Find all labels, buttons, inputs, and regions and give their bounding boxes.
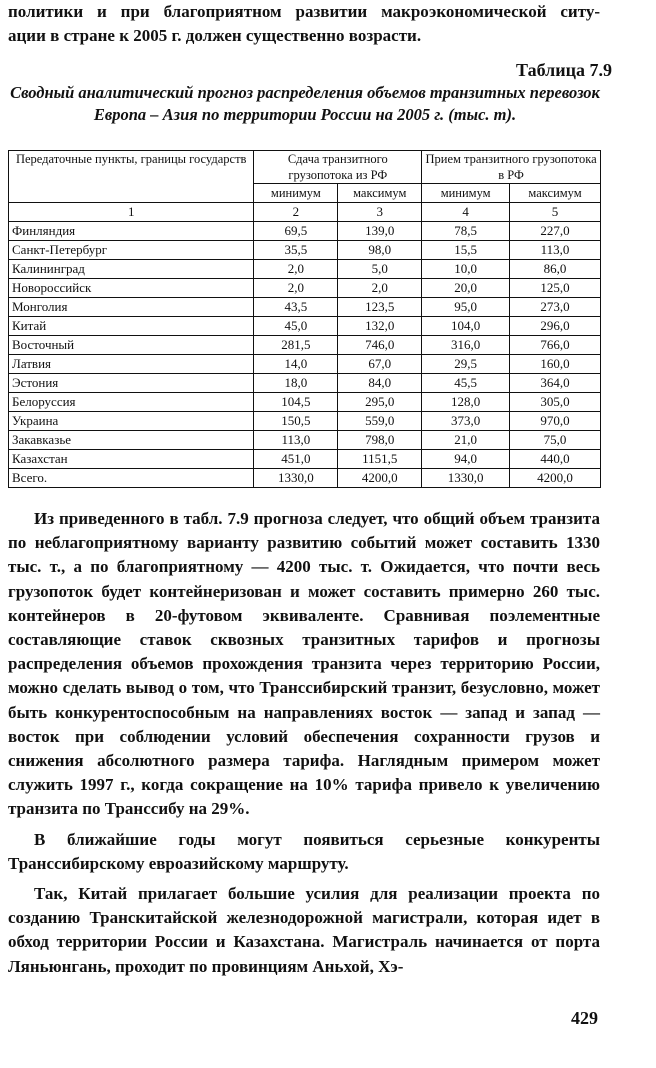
index-cell: 3 xyxy=(338,203,422,222)
value-cell: 451,0 xyxy=(254,450,338,469)
table-row xyxy=(9,317,601,336)
value-cell: 18,0 xyxy=(254,374,338,393)
value-cell: 86,0 xyxy=(510,260,601,279)
intro-line-1: политики и при благоприятном развитии макроэкономической ситу- xyxy=(8,2,600,21)
table-row xyxy=(9,374,601,393)
value-cell: 746,0 xyxy=(338,336,422,355)
sub-header-max-out: максимум xyxy=(338,184,422,203)
row-name-cell: Латвия xyxy=(9,355,254,374)
value-cell: 21,0 xyxy=(422,431,510,450)
value-cell: 14,0 xyxy=(254,355,338,374)
value-cell: 160,0 xyxy=(510,355,601,374)
value-cell: 1151,5 xyxy=(338,450,422,469)
intro-text xyxy=(8,0,600,48)
value-cell: 4200,0 xyxy=(510,469,601,488)
value-cell: 132,0 xyxy=(338,317,422,336)
value-cell: 970,0 xyxy=(510,412,601,431)
table-row xyxy=(9,355,601,374)
value-cell: 95,0 xyxy=(422,298,510,317)
table-row xyxy=(9,222,601,241)
value-cell: 10,0 xyxy=(422,260,510,279)
value-cell: 29,5 xyxy=(422,355,510,374)
value-cell: 104,0 xyxy=(422,317,510,336)
value-cell: 20,0 xyxy=(422,279,510,298)
intro-line-2: ации в стране к 2005 г. должен существенно возрасти. xyxy=(8,26,422,45)
row-name-cell: Закавказье xyxy=(9,431,254,450)
index-cell: 1 xyxy=(9,203,254,222)
value-cell: 35,5 xyxy=(254,241,338,260)
value-cell: 75,0 xyxy=(510,431,601,450)
transit-forecast-table xyxy=(8,150,601,488)
group-header-inbound: Прием транзитного грузопотока в РФ xyxy=(422,151,601,184)
value-cell: 67,0 xyxy=(338,355,422,374)
row-name-cell: Восточный xyxy=(9,336,254,355)
paragraph: Так, Китай прилагает большие усилия для реализации проекта по созданию Транскитайской железнодорожной магистрали, которая идет в обход территории России и Казахстана. Магистраль начинается от порта Ляньюнгань, проходит по провинциям Аньхой, Хэ- xyxy=(8,884,600,976)
sub-header-min-out: минимум xyxy=(254,184,338,203)
value-cell: 98,0 xyxy=(338,241,422,260)
index-cell: 4 xyxy=(422,203,510,222)
value-cell: 766,0 xyxy=(510,336,601,355)
row-name-cell: Калининград xyxy=(9,260,254,279)
index-cell: 5 xyxy=(510,203,601,222)
value-cell: 305,0 xyxy=(510,393,601,412)
value-cell: 296,0 xyxy=(510,317,601,336)
value-cell: 139,0 xyxy=(338,222,422,241)
value-cell: 2,0 xyxy=(338,279,422,298)
value-cell: 227,0 xyxy=(510,222,601,241)
col-header-points: Передаточные пункты, границы государств xyxy=(9,151,254,203)
value-cell: 45,0 xyxy=(254,317,338,336)
value-cell: 78,5 xyxy=(422,222,510,241)
value-cell: 2,0 xyxy=(254,279,338,298)
value-cell: 113,0 xyxy=(510,241,601,260)
value-cell: 373,0 xyxy=(422,412,510,431)
index-row xyxy=(9,203,601,222)
value-cell: 94,0 xyxy=(422,450,510,469)
value-cell: 4200,0 xyxy=(338,469,422,488)
value-cell: 2,0 xyxy=(254,260,338,279)
value-cell: 125,0 xyxy=(510,279,601,298)
body-text xyxy=(8,507,600,979)
row-name-cell: Санкт-Петербург xyxy=(9,241,254,260)
value-cell: 798,0 xyxy=(338,431,422,450)
table-row xyxy=(9,241,601,260)
value-cell: 128,0 xyxy=(422,393,510,412)
value-cell: 1330,0 xyxy=(254,469,338,488)
value-cell: 295,0 xyxy=(338,393,422,412)
value-cell: 104,5 xyxy=(254,393,338,412)
value-cell: 43,5 xyxy=(254,298,338,317)
value-cell: 84,0 xyxy=(338,374,422,393)
table-row xyxy=(9,431,601,450)
table-label: Таблица 7.9 xyxy=(516,60,612,80)
value-cell: 316,0 xyxy=(422,336,510,355)
value-cell: 281,5 xyxy=(254,336,338,355)
value-cell: 123,5 xyxy=(338,298,422,317)
value-cell: 364,0 xyxy=(510,374,601,393)
index-cell: 2 xyxy=(254,203,338,222)
value-cell: 1330,0 xyxy=(422,469,510,488)
page-number: 429 xyxy=(571,1008,598,1028)
table-row xyxy=(9,279,601,298)
row-name-cell: Финляндия xyxy=(9,222,254,241)
row-name-cell: Украина xyxy=(9,412,254,431)
paragraph: В ближайшие годы могут появиться серьезные конкуренты Транссибирскому евроазийскому маршруту. xyxy=(8,829,600,873)
table-row xyxy=(9,469,601,488)
row-name-cell: Белоруссия xyxy=(9,393,254,412)
value-cell: 559,0 xyxy=(338,412,422,431)
table-caption: Сводный аналитический прогноз распределения объемов транзитных перевозок Европа – Азия по территории России на 2005 г. (тыс. т). xyxy=(10,83,600,124)
paragraph: Из приведенного в табл. 7.9 прогноза следует, что общий объем транзита по неблагоприятному варианту развитию событий может составить 1330 тыс. т., а по благоприятному — 4200 тыс. т. Ожидается, что почти весь грузопоток будет контейнеризован и может составить примерно 260 тыс. контейнеров в 20-футовом эквиваленте. Сравнивая поэлементные составляющие ставок сквозных транзитных тарифов и прогнозы распределения объемов прохождения транзита через территорию России, можно сделать вывод о том, что Транссибирский транзит, безусловно, может быть конкурентоспособным на направлениях восток — запад и запад — восток при соблюдении условий обеспечения сохранности грузов и снижения абсолютного размера тарифа. Наглядным примером может служить 1997 г., когда сокращение на 10% тарифа привело к увеличению транзита по Транссибу на 29%. xyxy=(8,509,600,819)
sub-header-min-in: минимум xyxy=(422,184,510,203)
row-name-cell: Всего. xyxy=(9,469,254,488)
table-row xyxy=(9,260,601,279)
row-name-cell: Новороссийск xyxy=(9,279,254,298)
table-row xyxy=(9,298,601,317)
table-row xyxy=(9,336,601,355)
value-cell: 150,5 xyxy=(254,412,338,431)
value-cell: 45,5 xyxy=(422,374,510,393)
row-name-cell: Эстония xyxy=(9,374,254,393)
table-row xyxy=(9,412,601,431)
value-cell: 15,5 xyxy=(422,241,510,260)
value-cell: 5,0 xyxy=(338,260,422,279)
value-cell: 69,5 xyxy=(254,222,338,241)
value-cell: 273,0 xyxy=(510,298,601,317)
value-cell: 113,0 xyxy=(254,431,338,450)
sub-header-max-in: максимум xyxy=(510,184,601,203)
row-name-cell: Китай xyxy=(9,317,254,336)
table-row xyxy=(9,393,601,412)
row-name-cell: Казахстан xyxy=(9,450,254,469)
table-row xyxy=(9,450,601,469)
group-header-outbound: Сдача транзитного грузопотока из РФ xyxy=(254,151,422,184)
value-cell: 440,0 xyxy=(510,450,601,469)
row-name-cell: Монголия xyxy=(9,298,254,317)
